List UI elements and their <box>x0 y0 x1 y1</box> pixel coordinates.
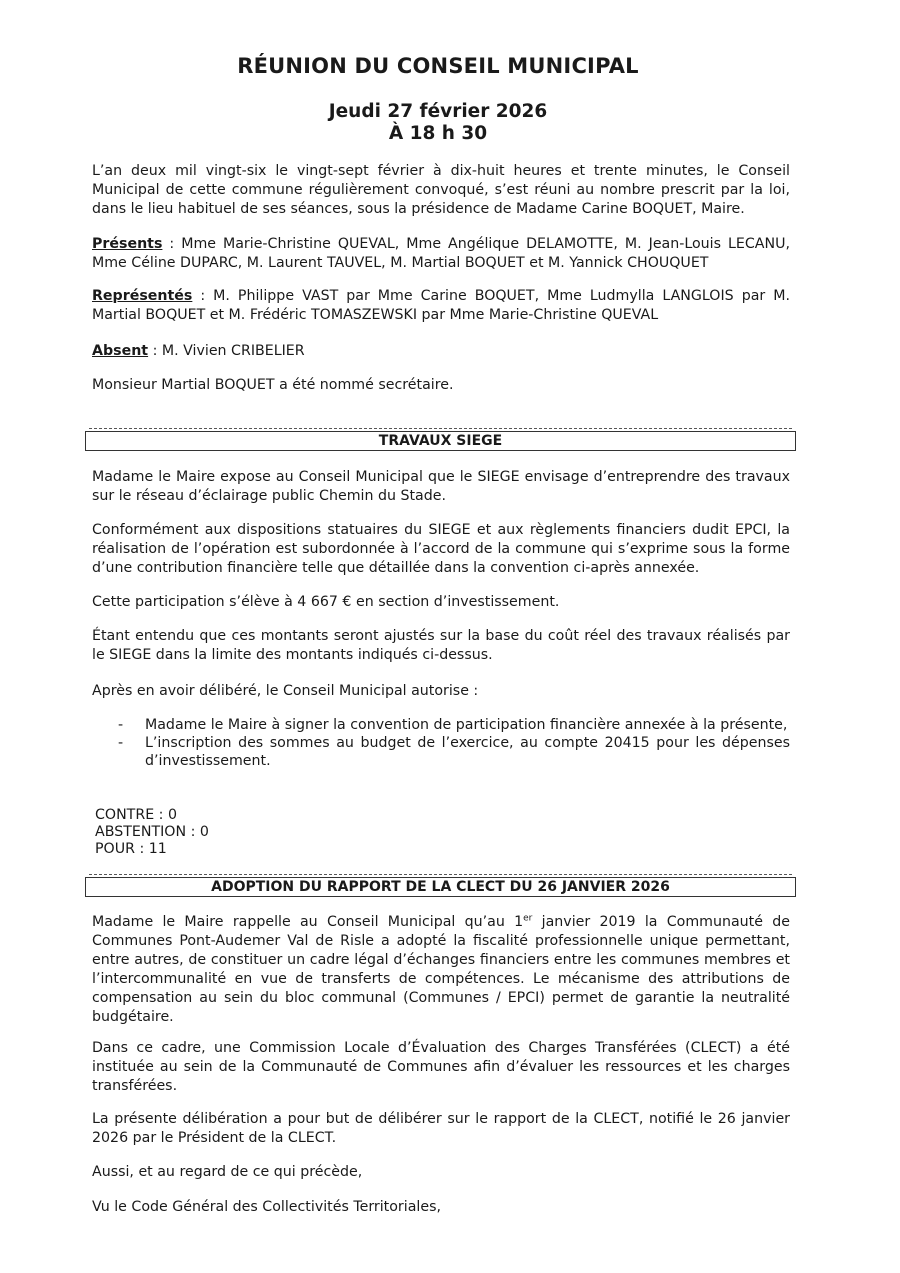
clect-paragraph-3: La présente délibération a pour but de délibérer sur le rapport de la CLECT, notifié le 26 janvier 2026 par le Président de la CLECT. <box>92 1111 790 1146</box>
bullet-dash: - <box>118 735 124 751</box>
absent-label: Absent <box>92 343 149 359</box>
represented-list: : M. Philippe VAST par Mme Carine BOQUET, Mme Ludmylla LANGLOIS par M. Martial BOQUET et M. Frédéric TOMASZEWSKI par Mme Marie-Christine QUEVAL <box>92 288 790 323</box>
meeting-date-line: Jeudi 27 février 2026 <box>328 101 548 122</box>
clect-paragraph-5: Vu le Code Général des Collectivités Territoriales, <box>92 1199 441 1215</box>
section-heading-clect: ADOPTION DU RAPPORT DE LA CLECT DU 26 JANVIER 2026 <box>85 877 796 897</box>
meeting-time-line: À 18 h 30 <box>388 123 488 144</box>
section-heading-travaux-siege: TRAVAUX SIEGE <box>85 431 796 451</box>
intro-paragraph: L’an deux mil vingt-six le vingt-sept février à dix-huit heures et trente minutes, le Conseil Municipal de cette commune régulièrement convoqué, s’est réuni au nombre prescrit par la loi, dans le lieu habituel de ses séances, sous la présidence de Madame Carine BOQUET, Maire. <box>92 163 790 217</box>
siege-paragraph-5: Après en avoir délibéré, le Conseil Municipal autorise : <box>92 683 479 699</box>
vote-contre: CONTRE : 0 <box>95 807 178 823</box>
list-item: - L’inscription des sommes au budget de l’exercice, au compte 20415 pour les dépenses d’investissement. <box>118 735 790 769</box>
siege-paragraph-3: Cette participation s’élève à 4 667 € en section d’investissement. <box>92 594 560 610</box>
authorization-list <box>118 716 790 770</box>
siege-paragraph-4: Étant entendu que ces montants seront ajustés sur la base du coût réel des travaux réalisés par le SIEGE dans la limite des montants indiqués ci-dessus. <box>92 628 790 663</box>
document-title: RÉUNION DU CONSEIL MUNICIPAL <box>237 54 639 78</box>
represented-paragraph <box>92 287 790 325</box>
siege-paragraph-1: Madame le Maire expose au Conseil Municipal que le SIEGE envisage d’entreprendre des travaux sur le réseau d’éclairage public Chemin du Stade. <box>92 469 790 504</box>
presents-list: : Mme Marie-Christine QUEVAL, Mme Angélique DELAMOTTE, M. Jean-Louis LECANU, Mme Céline DUPARC, M. Laurent TAUVEL, M. Martial BOQUET et M. Yannick CHOUQUET <box>92 236 790 271</box>
presents-paragraph <box>92 235 790 273</box>
list-item: - Madame le Maire à signer la convention de participation financière annexée à la présente, <box>118 717 788 733</box>
siege-paragraph-2: Conformément aux dispositions statuaires du SIEGE et aux règlements financiers dudit EPCI, la réalisation de l’opération est subordonnée à l’accord de la commune qui s’exprime sous la forme d’une contribution financière telle que détaillée dans la convention ci-après annexée. <box>92 522 790 576</box>
represented-label: Représentés <box>92 288 193 304</box>
absent-paragraph <box>92 342 790 361</box>
secretary-line: Monsieur Martial BOQUET a été nommé secrétaire. <box>92 377 454 393</box>
presents-label: Présents <box>92 236 163 252</box>
meeting-date <box>0 101 876 145</box>
clect-paragraph-1: Madame le Maire rappelle au Conseil Municipal qu’au 1er janvier 2019 la Communauté de Communes Pont-Audemer Val de Risle a adopté la fiscalité professionnelle unique permettant, entre autres, de constituer un cadre légal d’échanges financiers entre les communes membres et l’intercommunalité en vue de transferts de compétences. Le mécanisme des attributions de compensation au sein du bloc communal (Communes / EPCI) permet de garantie la neutralité budgétaire. <box>92 913 790 1025</box>
vote-abstention: ABSTENTION : 0 <box>95 824 209 840</box>
clect-paragraph-2: Dans ce cadre, une Commission Locale d’Évaluation des Charges Transférées (CLECT) a été instituée au sein de la Communauté de Communes afin d’évaluer les ressources et les charges transférées. <box>92 1040 790 1094</box>
vote-results <box>95 807 209 858</box>
vote-pour: POUR : 11 <box>95 841 167 857</box>
absent-list: : M. Vivien CRIBELIER <box>148 343 305 359</box>
bullet-dash: - <box>118 717 124 733</box>
clect-paragraph-4: Aussi, et au regard de ce qui précède, <box>92 1164 363 1180</box>
